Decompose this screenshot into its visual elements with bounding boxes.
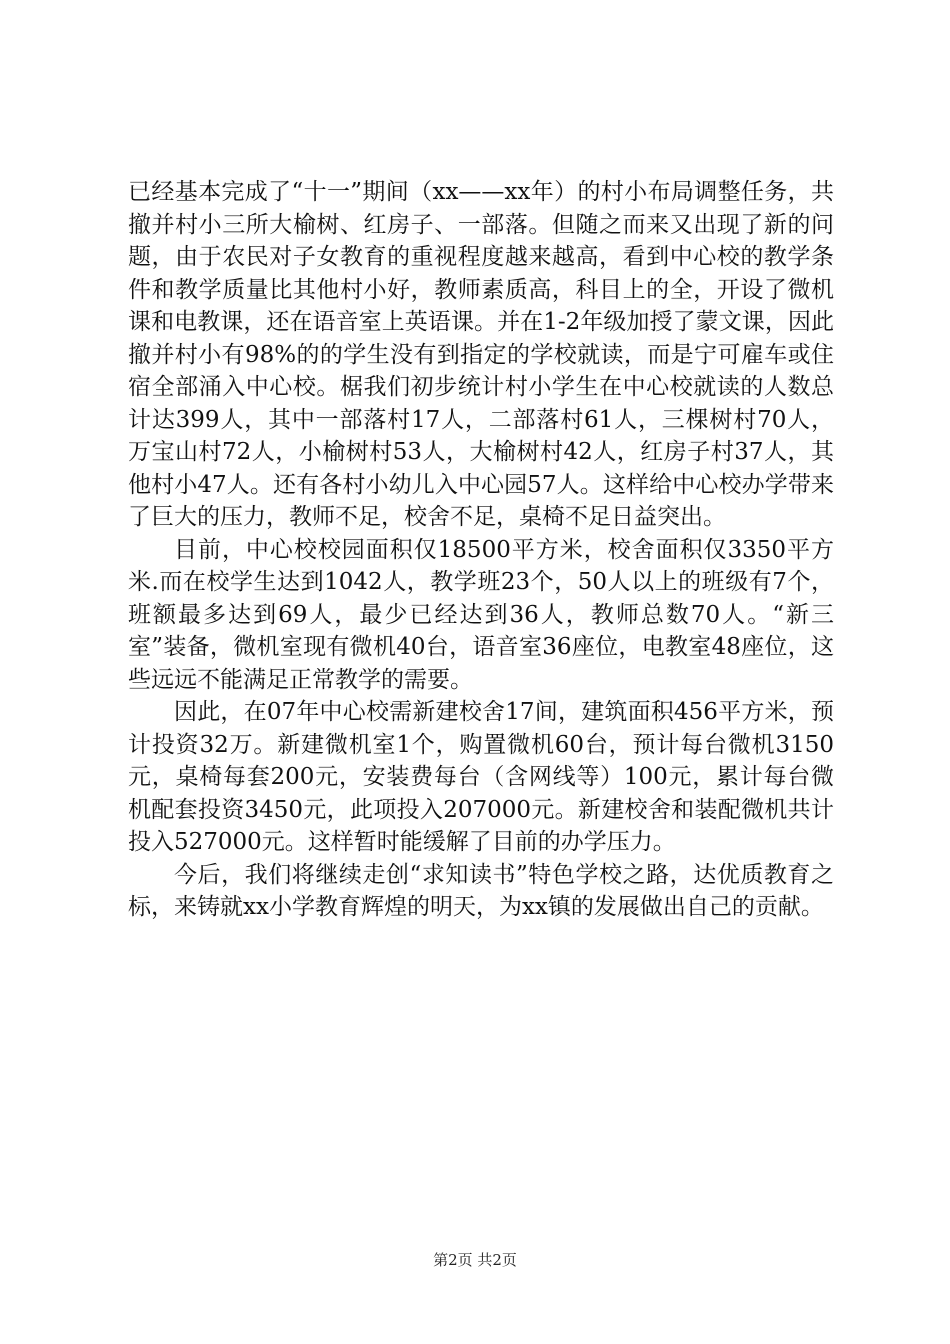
page-number-footer: 第2页 共2页 bbox=[433, 1251, 517, 1269]
document-body bbox=[128, 176, 834, 924]
paragraph-continuation: 已经基本完成了“十一”期间（xx——xx年）的村小布局调整任务，共撤并村小三所大榆树、红房子、一部落。但随之而来又出现了新的问题，由于农民对子女教育的重视程度越来越高，看到中心校的教学条件和教学质量比其他村小好，教师素质高，科目上的全，开设了微机课和电教课，还在语音室上英语课。并在1-2年级加授了蒙文课，因此撤并村小有98%的的学生没有到指定的学校就读，而是宁可雇车或住宿全部涌入中心校。椐我们初步统计村小学生在中心校就读的人数总计达399人，其中一部落村17人，二部落村61人，三棵树村70人，万宝山村72人，小榆树村53人，大榆树村42人，红房子村37人，其他村小47人。还有各村小幼儿入中心园57人。这样给中心校办学带来了巨大的压力，教师不足，校舍不足，桌椅不足日益突出。 bbox=[128, 179, 834, 530]
paragraph-campus-status: 目前，中心校校园面积仅18500平方米，校舍面积仅3350平方米.而在校学生达到1042人，教学班23个，50人以上的班级有7个，班额最多达到69人，最少已经达到36人，教师总数70人。“新三室”装备，微机室现有微机40台，语音室36座位，电教室48座位，这些远远不能满足正常教学的需要。 bbox=[128, 536, 834, 693]
paragraph-future-goals: 今后，我们将继续走创“求知读书”特色学校之路，达优质教育之标，来铸就xx小学教育辉煌的明天，为xx镇的发展做出自己的贡献。 bbox=[128, 861, 834, 920]
paragraph-construction-plan: 因此，在07年中心校需新建校舍17间，建筑面积456平方米，预计投资32万。新建微机室1个，购置微机60台，预计每台微机3150元，桌椅每套200元，安装费每台（含网线等）100元，累计每台微机配套投资3450元，此项投入207000元。新建校舍和装配微机共计投入527000元。这样暂时能缓解了目前的办学压力。 bbox=[128, 699, 834, 855]
